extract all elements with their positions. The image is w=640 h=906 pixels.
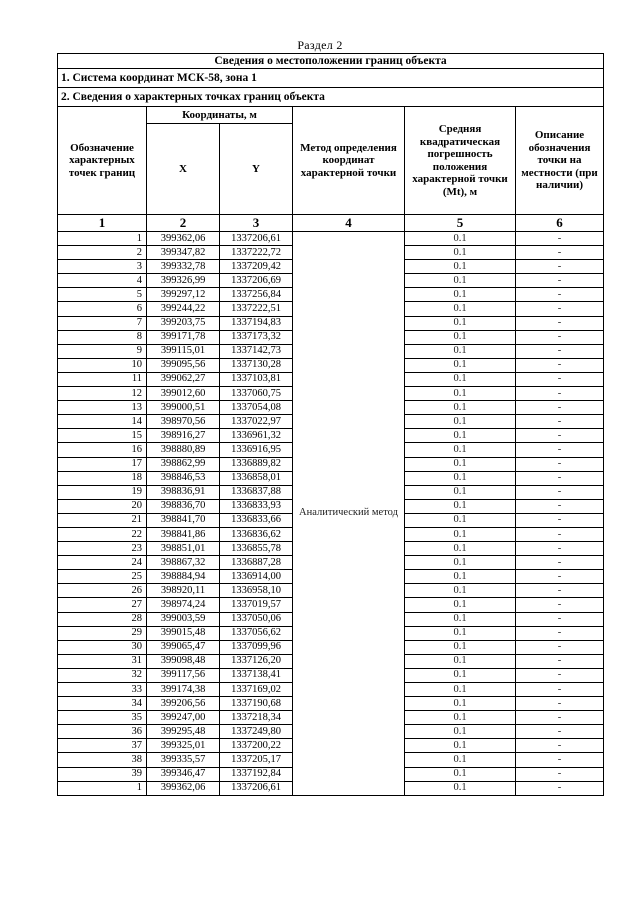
point-number: 28	[58, 612, 147, 626]
point-number: 8	[58, 330, 147, 344]
coord-y: 1337019,57	[220, 598, 293, 612]
coord-y: 1337205,17	[220, 753, 293, 767]
coord-x: 399171,78	[147, 330, 220, 344]
coord-y: 1336916,95	[220, 443, 293, 457]
accuracy-value: 0.1	[405, 288, 516, 302]
point-number: 17	[58, 457, 147, 471]
accuracy-value: 0.1	[405, 457, 516, 471]
point-number: 7	[58, 316, 147, 330]
accuracy-value: 0.1	[405, 683, 516, 697]
point-number: 2	[58, 246, 147, 260]
coord-x: 399000,51	[147, 401, 220, 415]
coord-y: 1337050,06	[220, 612, 293, 626]
coord-y: 1337126,20	[220, 654, 293, 668]
coord-x: 399117,56	[147, 668, 220, 682]
coord-x: 398836,91	[147, 485, 220, 499]
point-number: 9	[58, 344, 147, 358]
coord-x: 398867,32	[147, 556, 220, 570]
coord-x: 398916,27	[147, 429, 220, 443]
point-number: 18	[58, 471, 147, 485]
description-value: -	[516, 570, 604, 584]
coord-x: 398836,70	[147, 499, 220, 513]
point-number: 16	[58, 443, 147, 457]
header-point-id: Обозначение характерных точек границ	[58, 107, 147, 215]
description-value: -	[516, 753, 604, 767]
coord-y: 1337206,61	[220, 232, 293, 246]
description-value: -	[516, 767, 604, 781]
point-number: 13	[58, 401, 147, 415]
description-value: -	[516, 443, 604, 457]
point-number: 20	[58, 499, 147, 513]
coord-y: 1336961,32	[220, 429, 293, 443]
points-heading: 2. Сведения о характерных точках границ объекта	[58, 88, 604, 107]
column-number: 4	[293, 215, 405, 232]
accuracy-value: 0.1	[405, 570, 516, 584]
coord-y: 1336855,78	[220, 542, 293, 556]
point-number: 27	[58, 598, 147, 612]
accuracy-value: 0.1	[405, 668, 516, 682]
description-value: -	[516, 260, 604, 274]
coord-x: 399347,82	[147, 246, 220, 260]
coord-y: 1337022,97	[220, 415, 293, 429]
accuracy-value: 0.1	[405, 711, 516, 725]
header-y: Y	[220, 124, 293, 215]
column-numbers-row	[58, 215, 604, 232]
accuracy-value: 0.1	[405, 415, 516, 429]
accuracy-value: 0.1	[405, 513, 516, 527]
accuracy-value: 0.1	[405, 429, 516, 443]
accuracy-value: 0.1	[405, 471, 516, 485]
description-value: -	[516, 654, 604, 668]
coord-x: 399362,06	[147, 781, 220, 795]
accuracy-value: 0.1	[405, 274, 516, 288]
accuracy-value: 0.1	[405, 781, 516, 795]
accuracy-value: 0.1	[405, 372, 516, 386]
boundary-points-table	[57, 53, 604, 796]
coord-y: 1336914,00	[220, 570, 293, 584]
coord-x: 398841,70	[147, 513, 220, 527]
description-value: -	[516, 330, 604, 344]
coord-y: 1337142,73	[220, 344, 293, 358]
coord-y: 1337209,42	[220, 260, 293, 274]
coord-x: 399012,60	[147, 387, 220, 401]
coord-y: 1336958,10	[220, 584, 293, 598]
point-number: 1	[58, 781, 147, 795]
description-value: -	[516, 387, 604, 401]
point-number: 34	[58, 697, 147, 711]
point-number: 31	[58, 654, 147, 668]
description-value: -	[516, 457, 604, 471]
accuracy-value: 0.1	[405, 401, 516, 415]
coord-x: 399206,56	[147, 697, 220, 711]
description-value: -	[516, 626, 604, 640]
point-number: 19	[58, 485, 147, 499]
point-number: 14	[58, 415, 147, 429]
coord-x: 398974,24	[147, 598, 220, 612]
accuracy-value: 0.1	[405, 527, 516, 541]
description-value: -	[516, 344, 604, 358]
coord-y: 1337222,72	[220, 246, 293, 260]
point-number: 25	[58, 570, 147, 584]
coord-y: 1336858,01	[220, 471, 293, 485]
accuracy-value: 0.1	[405, 330, 516, 344]
accuracy-value: 0.1	[405, 739, 516, 753]
column-number: 3	[220, 215, 293, 232]
accuracy-value: 0.1	[405, 246, 516, 260]
table-title: Сведения о местоположении границ объекта	[58, 54, 604, 69]
coord-y: 1337256,84	[220, 288, 293, 302]
point-number: 23	[58, 542, 147, 556]
coord-x: 399062,27	[147, 372, 220, 386]
point-number: 26	[58, 584, 147, 598]
coord-y: 1337056,62	[220, 626, 293, 640]
accuracy-value: 0.1	[405, 556, 516, 570]
point-number: 32	[58, 668, 147, 682]
coord-y: 1337192,84	[220, 767, 293, 781]
coord-y: 1336836,62	[220, 527, 293, 541]
accuracy-value: 0.1	[405, 654, 516, 668]
description-value: -	[516, 640, 604, 654]
coord-x: 398851,01	[147, 542, 220, 556]
accuracy-value: 0.1	[405, 697, 516, 711]
point-number: 36	[58, 725, 147, 739]
description-value: -	[516, 471, 604, 485]
coord-y: 1337222,51	[220, 302, 293, 316]
point-number: 3	[58, 260, 147, 274]
point-number: 6	[58, 302, 147, 316]
accuracy-value: 0.1	[405, 626, 516, 640]
coord-y: 1337194,83	[220, 316, 293, 330]
column-number: 5	[405, 215, 516, 232]
description-value: -	[516, 485, 604, 499]
point-number: 29	[58, 626, 147, 640]
header-x: X	[147, 124, 220, 215]
table-row	[58, 232, 604, 246]
coord-x: 399325,01	[147, 739, 220, 753]
coord-x: 399362,06	[147, 232, 220, 246]
coord-x: 399297,12	[147, 288, 220, 302]
coord-x: 399174,38	[147, 683, 220, 697]
coord-x: 398884,94	[147, 570, 220, 584]
coord-y: 1337130,28	[220, 358, 293, 372]
coord-x: 399244,22	[147, 302, 220, 316]
coord-x: 398846,53	[147, 471, 220, 485]
description-value: -	[516, 288, 604, 302]
point-number: 10	[58, 358, 147, 372]
point-number: 38	[58, 753, 147, 767]
coord-x: 398920,11	[147, 584, 220, 598]
coord-x: 399346,47	[147, 767, 220, 781]
coord-x: 398970,56	[147, 415, 220, 429]
description-value: -	[516, 513, 604, 527]
coord-x: 399015,48	[147, 626, 220, 640]
point-number: 37	[58, 739, 147, 753]
description-value: -	[516, 358, 604, 372]
description-value: -	[516, 668, 604, 682]
point-number: 5	[58, 288, 147, 302]
point-number: 15	[58, 429, 147, 443]
description-value: -	[516, 781, 604, 795]
accuracy-value: 0.1	[405, 725, 516, 739]
point-number: 39	[58, 767, 147, 781]
description-value: -	[516, 598, 604, 612]
coord-y: 1337173,32	[220, 330, 293, 344]
point-number: 4	[58, 274, 147, 288]
description-value: -	[516, 739, 604, 753]
coord-y: 1336837,88	[220, 485, 293, 499]
point-number: 24	[58, 556, 147, 570]
description-value: -	[516, 499, 604, 513]
description-value: -	[516, 316, 604, 330]
accuracy-value: 0.1	[405, 767, 516, 781]
description-value: -	[516, 372, 604, 386]
coord-x: 399203,75	[147, 316, 220, 330]
accuracy-value: 0.1	[405, 499, 516, 513]
accuracy-value: 0.1	[405, 316, 516, 330]
coord-y: 1337200,22	[220, 739, 293, 753]
accuracy-value: 0.1	[405, 753, 516, 767]
header-accuracy: Средняя квадратическая погрешность положения характерной точки (Mt), м	[405, 107, 516, 215]
coord-y: 1337099,96	[220, 640, 293, 654]
coord-y: 1336889,82	[220, 457, 293, 471]
coordinate-system: 1. Система координат МСК-58, зона 1	[58, 69, 604, 88]
accuracy-value: 0.1	[405, 232, 516, 246]
accuracy-value: 0.1	[405, 640, 516, 654]
description-value: -	[516, 584, 604, 598]
coord-y: 1337218,34	[220, 711, 293, 725]
point-number: 30	[58, 640, 147, 654]
header-coordinates: Координаты, м	[147, 107, 293, 124]
point-number: 35	[58, 711, 147, 725]
coord-y: 1337169,02	[220, 683, 293, 697]
coord-x: 399295,48	[147, 725, 220, 739]
coord-x: 399003,59	[147, 612, 220, 626]
coord-y: 1337054,08	[220, 401, 293, 415]
accuracy-value: 0.1	[405, 358, 516, 372]
accuracy-value: 0.1	[405, 387, 516, 401]
header-description: Описание обозначения точки на местности (при наличии)	[516, 107, 604, 215]
coord-x: 398841,86	[147, 527, 220, 541]
coord-x: 399335,57	[147, 753, 220, 767]
accuracy-value: 0.1	[405, 542, 516, 556]
description-value: -	[516, 527, 604, 541]
coord-x: 399098,48	[147, 654, 220, 668]
coord-y: 1337190,68	[220, 697, 293, 711]
description-value: -	[516, 697, 604, 711]
column-number: 6	[516, 215, 604, 232]
accuracy-value: 0.1	[405, 612, 516, 626]
description-value: -	[516, 542, 604, 556]
accuracy-value: 0.1	[405, 443, 516, 457]
coord-x: 399065,47	[147, 640, 220, 654]
coord-y: 1336887,28	[220, 556, 293, 570]
method-value: Аналитический метод	[293, 232, 405, 796]
description-value: -	[516, 415, 604, 429]
point-number: 21	[58, 513, 147, 527]
accuracy-value: 0.1	[405, 260, 516, 274]
coord-x: 399247,00	[147, 711, 220, 725]
coord-y: 1337206,69	[220, 274, 293, 288]
coord-x: 398880,89	[147, 443, 220, 457]
coord-x: 398862,99	[147, 457, 220, 471]
description-value: -	[516, 711, 604, 725]
coord-x: 399115,01	[147, 344, 220, 358]
coord-y: 1337206,61	[220, 781, 293, 795]
header-method: Метод определения координат характерной точки	[293, 107, 405, 215]
description-value: -	[516, 725, 604, 739]
coord-y: 1337060,75	[220, 387, 293, 401]
description-value: -	[516, 401, 604, 415]
accuracy-value: 0.1	[405, 598, 516, 612]
description-value: -	[516, 302, 604, 316]
column-number: 2	[147, 215, 220, 232]
point-number: 22	[58, 527, 147, 541]
coord-x: 399326,99	[147, 274, 220, 288]
description-value: -	[516, 246, 604, 260]
point-number: 12	[58, 387, 147, 401]
accuracy-value: 0.1	[405, 302, 516, 316]
description-value: -	[516, 612, 604, 626]
accuracy-value: 0.1	[405, 485, 516, 499]
coord-x: 399095,56	[147, 358, 220, 372]
coord-y: 1336833,93	[220, 499, 293, 513]
description-value: -	[516, 274, 604, 288]
coord-y: 1336833,66	[220, 513, 293, 527]
column-number: 1	[58, 215, 147, 232]
point-number: 1	[58, 232, 147, 246]
description-value: -	[516, 683, 604, 697]
description-value: -	[516, 232, 604, 246]
coord-y: 1337103,81	[220, 372, 293, 386]
coord-x: 399332,78	[147, 260, 220, 274]
coord-y: 1337249,80	[220, 725, 293, 739]
description-value: -	[516, 429, 604, 443]
coord-y: 1337138,41	[220, 668, 293, 682]
description-value: -	[516, 556, 604, 570]
accuracy-value: 0.1	[405, 344, 516, 358]
accuracy-value: 0.1	[405, 584, 516, 598]
point-number: 11	[58, 372, 147, 386]
section-label: Раздел 2	[297, 38, 343, 52]
point-number: 33	[58, 683, 147, 697]
